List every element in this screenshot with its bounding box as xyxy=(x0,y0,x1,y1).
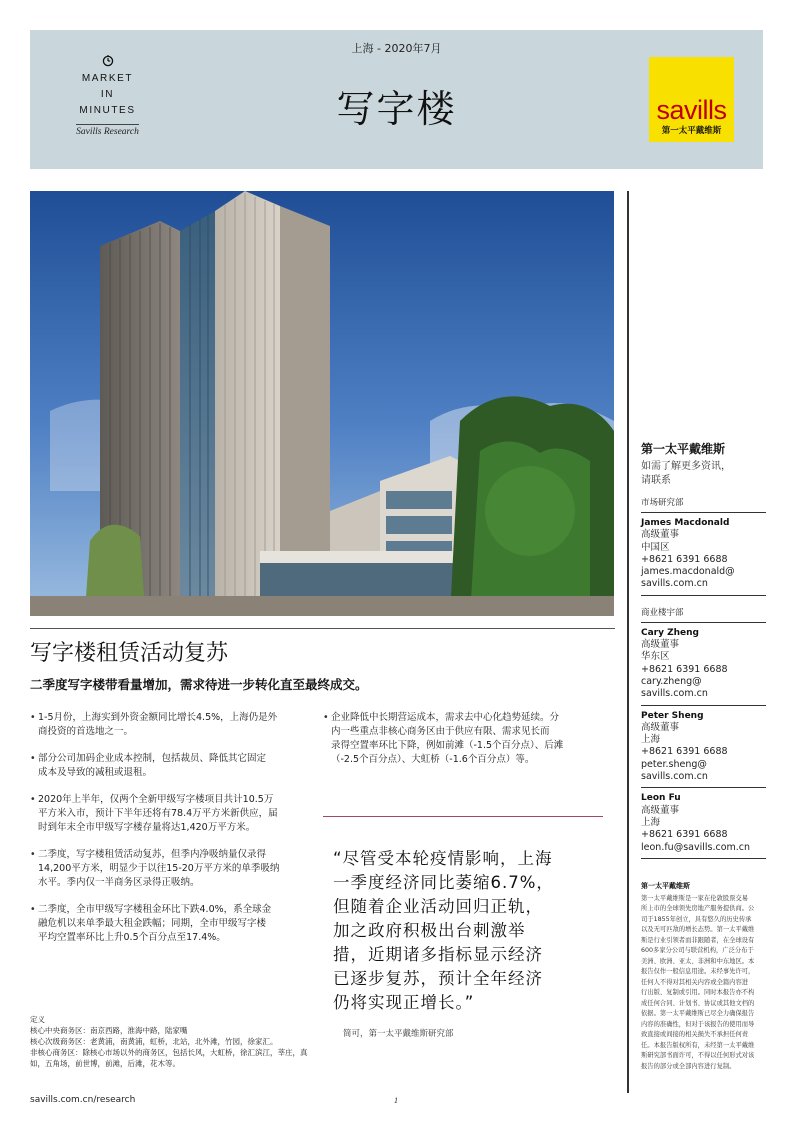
page-title: 写字楼 xyxy=(336,87,457,131)
footer-url-link[interactable]: savills.com.cn/research xyxy=(30,1095,136,1105)
column-divider xyxy=(627,191,629,1093)
contact-title: 高级董事 xyxy=(641,529,680,541)
contact-region: 上海 xyxy=(641,816,661,828)
logo-brand: savills xyxy=(656,95,727,125)
bullet-item: • 部分公司加码企业成本控制，包括裁员、降低其它固定 成本及导致的减租或退租。 xyxy=(30,752,315,780)
definitions: 定义 核心中央商务区：南京西路，淮海中路，陆家嘴 核心次级商务区：老黄浦，南黄浦，虹桥，北站，北外滩，竹园，徐家汇。 非核心商务区：除核心市场以外的商务区，包括长风，大虹桥，徐汇滨江，莘庄，真 如，五角场，前世博，前滩，后滩，花木等。 xyxy=(30,1015,308,1068)
contact-email-link[interactable]: cary.zheng@ xyxy=(641,675,702,687)
contact-sidebar xyxy=(641,440,766,1072)
bullet-item: • 二季度，写字楼租赁活动复苏，但季内净吸纳量仅录得 14,200平方米，明显少于以往15-20万平方米的单季吸纳 水平。季内仅一半商务区录得正吸纳。 xyxy=(30,848,315,890)
series-word: MARKET xyxy=(81,73,134,84)
office-building-photo xyxy=(30,191,614,616)
quote-divider xyxy=(323,816,603,817)
report-header xyxy=(30,30,763,169)
contact-phone: +8621 6391 6688 xyxy=(641,746,728,758)
article-title: 写字楼租赁活动复苏 xyxy=(30,641,229,666)
article-subtitle: 二季度写字楼带看量增加，需求待进一步转化直至最终成交。 xyxy=(30,677,368,692)
contact-phone: +8621 6391 6688 xyxy=(641,829,728,841)
clock-icon xyxy=(102,55,114,67)
contact-region: 中国区 xyxy=(641,541,670,553)
sidebar-title: 第一太平戴维斯 xyxy=(641,442,726,456)
contact-email-link[interactable]: savills.com.cn xyxy=(641,771,708,783)
department-label: 市场研究部 xyxy=(641,496,766,513)
contact-title: 高级董事 xyxy=(641,639,680,651)
bullet-item: • 二季度，全市甲级写字楼租金环比下跌4.0%，系全球金 融危机以来单季最大租金跌幅；同期，全市甲级写字楼 平均空置率环比上升0.5个百分点至17.4%。 xyxy=(30,903,315,945)
sidebar-intro: 如需了解更多资讯， 请联系 xyxy=(641,461,731,486)
contact-card xyxy=(641,623,766,705)
contact-region: 华东区 xyxy=(641,651,670,663)
bullet-item: • 企业降低中长期营运成本，需求去中心化趋势延续。分 内一些重点非核心商务区由于供应有限、需求见长而 录得空置率环比下降，例如前滩（-1.5个百分点）、后滩 （-2.5个百分点）、大虹桥（-1.6个百分点）等。 xyxy=(323,711,608,767)
report-date: 上海 - 2020年7月 xyxy=(351,42,442,55)
about-title: 第一太平戴维斯 xyxy=(641,881,690,890)
contact-name: Cary Zheng xyxy=(641,627,700,638)
section-divider xyxy=(30,628,615,629)
savills-research-label: Savills Research xyxy=(76,124,139,137)
contact-email-link[interactable]: savills.com.cn xyxy=(641,688,708,700)
pull-quote: “尽管受本轮疫情影响，上海 一季度经济同比萎缩6.7%， 但随着企业活动回归正轨， 加之政府积极出台刺激举 措，近期诸多指标显示经济 已逐步复苏，预计全年经济 仍将实现正增长。” xyxy=(333,849,554,1012)
series-word: IN xyxy=(100,89,115,100)
about-text: 第一太平戴维斯是一家在伦敦股票交易 所上市的全球领先房地产服务提供商。公 司于1855年创立，具有悠久的历史传承 以及无可匹敌的增长态势。第一太平戴维 斯是行业引领者而非跟随者，在全球设有 600多家分公司与联营机构，广泛分布于 美洲、欧洲、亚太、非洲和中东地区。本 报告仅作一般信息用途。未经事先许可， 任何人不得对其相关内容或全篇内容进 行出版、复制或引用。同时本报告亦不构 成任何合同、计划书、协议或其他文档的 依据。第一太平戴维斯已尽全力确保报告 内容的准确性，但对于该报告的使用而导 致直接或间接的相关损失不承担任何责 任。本报告版权所有，未经第一太平戴维 斯研究部书面许可，不得以任何形式对该 报告的部分或全部内容进行复制。 xyxy=(641,894,755,1070)
contact-card xyxy=(641,787,766,858)
contact-phone: +8621 6391 6688 xyxy=(641,663,728,675)
contact-title: 高级董事 xyxy=(641,804,680,816)
contact-name: Peter Sheng xyxy=(641,710,704,721)
logo-cn-name: 第一太平戴维斯 xyxy=(661,126,722,136)
bullet-column-middle xyxy=(323,711,608,780)
page-number: 1 xyxy=(394,1096,398,1105)
contact-region: 上海 xyxy=(641,734,661,746)
contact-email-link[interactable]: leon.fu@savills.com.cn xyxy=(641,841,751,853)
bullet-item: • 1-5月份，上海实到外资金额同比增长4.5%，上海仍是外 商投资的首选地之一。 xyxy=(30,711,315,739)
series-word: MINUTES xyxy=(79,105,136,116)
bullet-item: • 2020年上半年，仅两个全新甲级写字楼项目共计10.5万 平方米入市，预计下半年还将有78.4万平方米新供应，届 时到年末全市甲级写字楼存量将达1,420万平方米。 xyxy=(30,793,315,835)
contact-title: 高级董事 xyxy=(641,721,680,733)
building-illustration xyxy=(30,191,614,616)
contact-name: Leon Fu xyxy=(641,793,681,804)
savills-logo xyxy=(649,57,734,142)
department-label: 商业楼宇部 xyxy=(641,606,766,623)
contact-name: James Macdonald xyxy=(641,518,730,528)
quote-source: 简可，第一太平戴维斯研究部 xyxy=(343,1029,454,1039)
contact-email-link[interactable]: peter.sheng@ xyxy=(641,758,707,770)
bullet-column-left xyxy=(30,711,315,958)
contact-card xyxy=(641,705,766,788)
contact-email-link[interactable]: savills.com.cn xyxy=(641,578,708,590)
contact-email-link[interactable]: james.macdonald@ xyxy=(641,566,735,578)
contact-phone: +8621 6391 6688 xyxy=(641,553,728,565)
contact-card xyxy=(641,513,766,596)
